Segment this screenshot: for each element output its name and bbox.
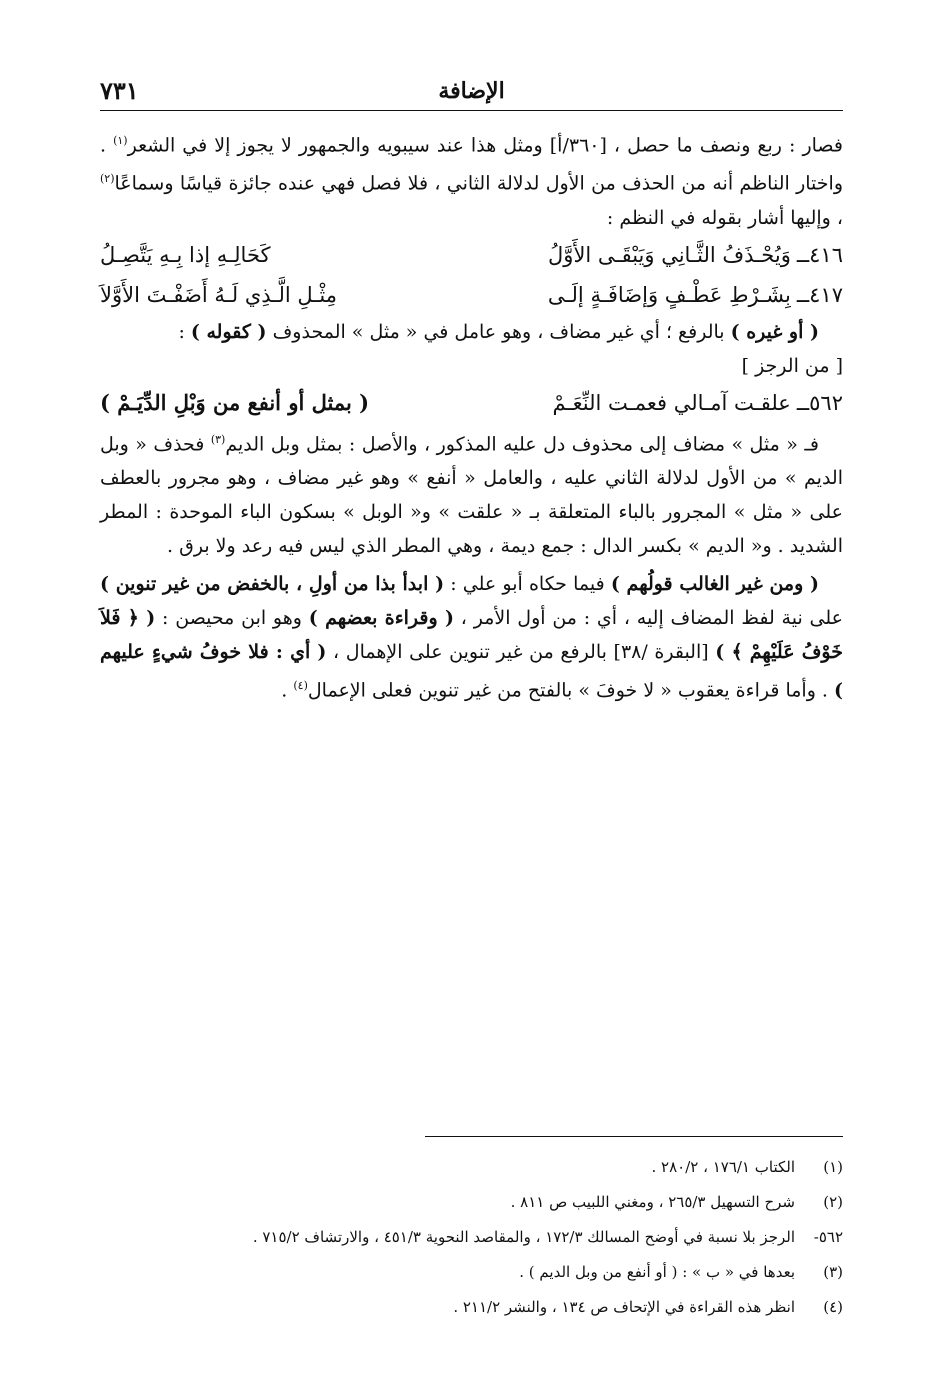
main-text (100, 124, 843, 707)
footnotes (100, 1150, 843, 1325)
running-header (100, 76, 843, 111)
footnote-number: (٤) (823, 1298, 843, 1316)
footnote-ref: (٣) (210, 432, 226, 446)
paragraph: فـ « مثل » مضاف إلى محذوف دل عليه المذكور ، والأصل : بمثل وبل الديم$^{(٣)}$ فحذف « وبل الديم » من الأول لدلالة الثاني عليه ، والعامل « أنفع » وهو غير مضاف ، وهو مجرور بالعطف على « مثل » المجرور بالباء المتعلقة بـ « علقت » و« الوبل » بسكون الباء الموحدة : المطر الشديد . و« الديم » بكسر الدال : جمع ديمة ، وهي المطر الذي ليس فيه رعد ولا برق . (100, 432, 843, 557)
verse-hemistich: بِشَـرْطِ عَطْـفٍ وَإضَافَـةٍ إلَـى (547, 282, 791, 307)
meter-label: [ من الرجز ] (741, 354, 843, 377)
chapter-title: الإضافة (438, 78, 505, 104)
footnote (100, 1290, 843, 1325)
footnote (100, 1255, 843, 1290)
verse-hemistich: كَحَالِـهِ إذا بِـهِ يَتَّصِـلُ (100, 242, 271, 267)
footnote-ref: (٢) (100, 172, 115, 186)
page-number: ٧٣١ (100, 76, 139, 105)
verse-562 (100, 383, 843, 423)
verse-hemistich: مِثْـلِ الَّـذِي لَـهُ أَضَفْـتَ الأَوَّلاَ (100, 282, 337, 307)
footnote-text: الكتاب ١٧٦/١ ، ٢٨٠/٢ . (651, 1158, 795, 1176)
footnote-number: ٥٦٢- (813, 1228, 843, 1246)
verse-number: ٤١٧ــ (796, 282, 843, 307)
paragraph: ( أو غيره ) بالرفع ؛ أي غير مضاف ، وهو عامل في « مثل » المحذوف ( كقوله ) : (178, 320, 819, 343)
verse-number: ٥٦٢ــ (796, 390, 843, 415)
verse-hemistich: وَيُحْـذَفُ الثَّـانِي وَيَبْقَـى الأَوَّلُ (548, 242, 791, 267)
verse-hemistich: علقـت آمـالي فعمـت النِّعَـمْ (552, 390, 791, 415)
verse-hemistich: ( بمثل أو أنفع من وَبْلِ الدِّيَـمْ ) (100, 389, 370, 415)
footnote-text: بعدها في « ب » : ( أو أنفع من وبل الديم ) . (519, 1263, 795, 1281)
verse-number: ٤١٦ــ (796, 242, 843, 267)
footnote-text: شرح التسهيل ٢٦٥/٣ ، ومغني اللبيب ص ٨١١ . (510, 1193, 795, 1211)
footnote (100, 1185, 843, 1220)
footnote-number: (٣) (823, 1263, 843, 1281)
footnote-divider (425, 1136, 843, 1137)
footnote-number: (١) (823, 1158, 843, 1176)
verse-416 (100, 235, 843, 275)
footnote-ref: (٤) (293, 678, 308, 692)
footnote-ref: (١) (113, 134, 128, 147)
footnote-number: (٢) (823, 1193, 843, 1211)
footnote-text: انظر هذه القراءة في الإتحاف ص ١٣٤ ، والنشر ٢١١/٢ . (453, 1298, 795, 1316)
footnote-text: الرجز بلا نسبة في أوضح المسالك ١٧٢/٣ ، والمقاصد النحوية ٤٥١/٣ ، والارتشاف ٧١٥/٢ . (252, 1228, 795, 1246)
footnote (100, 1150, 843, 1185)
paragraph: فصار : ربع ونصف ما حصل ، [٣٦٠/أ] ومثل هذا عند سيبويه والجمهور لا يجوز إلا في الشعر$^{(١)}$ . واختار الناظم أنه من الحذف من الأول لدلالة الثاني ، فلا فصل فهي عنده جائزة قياسًا وسماعًا$^{(٢)}$ ، وإليها أشار بقوله في النظم : (100, 134, 843, 229)
verse-417 (100, 275, 843, 315)
paragraph: ( ومن غير الغالب قولُهم ) فيما حكاه أبو علي : ( ابدأ بذا من أولِ ، بالخفض من غير تنوين ) على نية لفظ المضاف إليه ، أي : من أول الأمر ، ( وقراءة بعضهم ) وهو ابن محيصن : ( ﴿ فَلاَ خَوْفُ عَلَيْهِمْ ﴾ ) [البقرة /٣٨] بالرفع من غير تنوين على الإهمال ، ( أي : فلا خوفُ شيءٍ عليهم ) . وأما قراءة يعقوب « لا خوفَ » بالفتح من غير تنوين فعلى الإعمال$^{(٤)}$ . (100, 572, 843, 702)
footnote (100, 1220, 843, 1255)
